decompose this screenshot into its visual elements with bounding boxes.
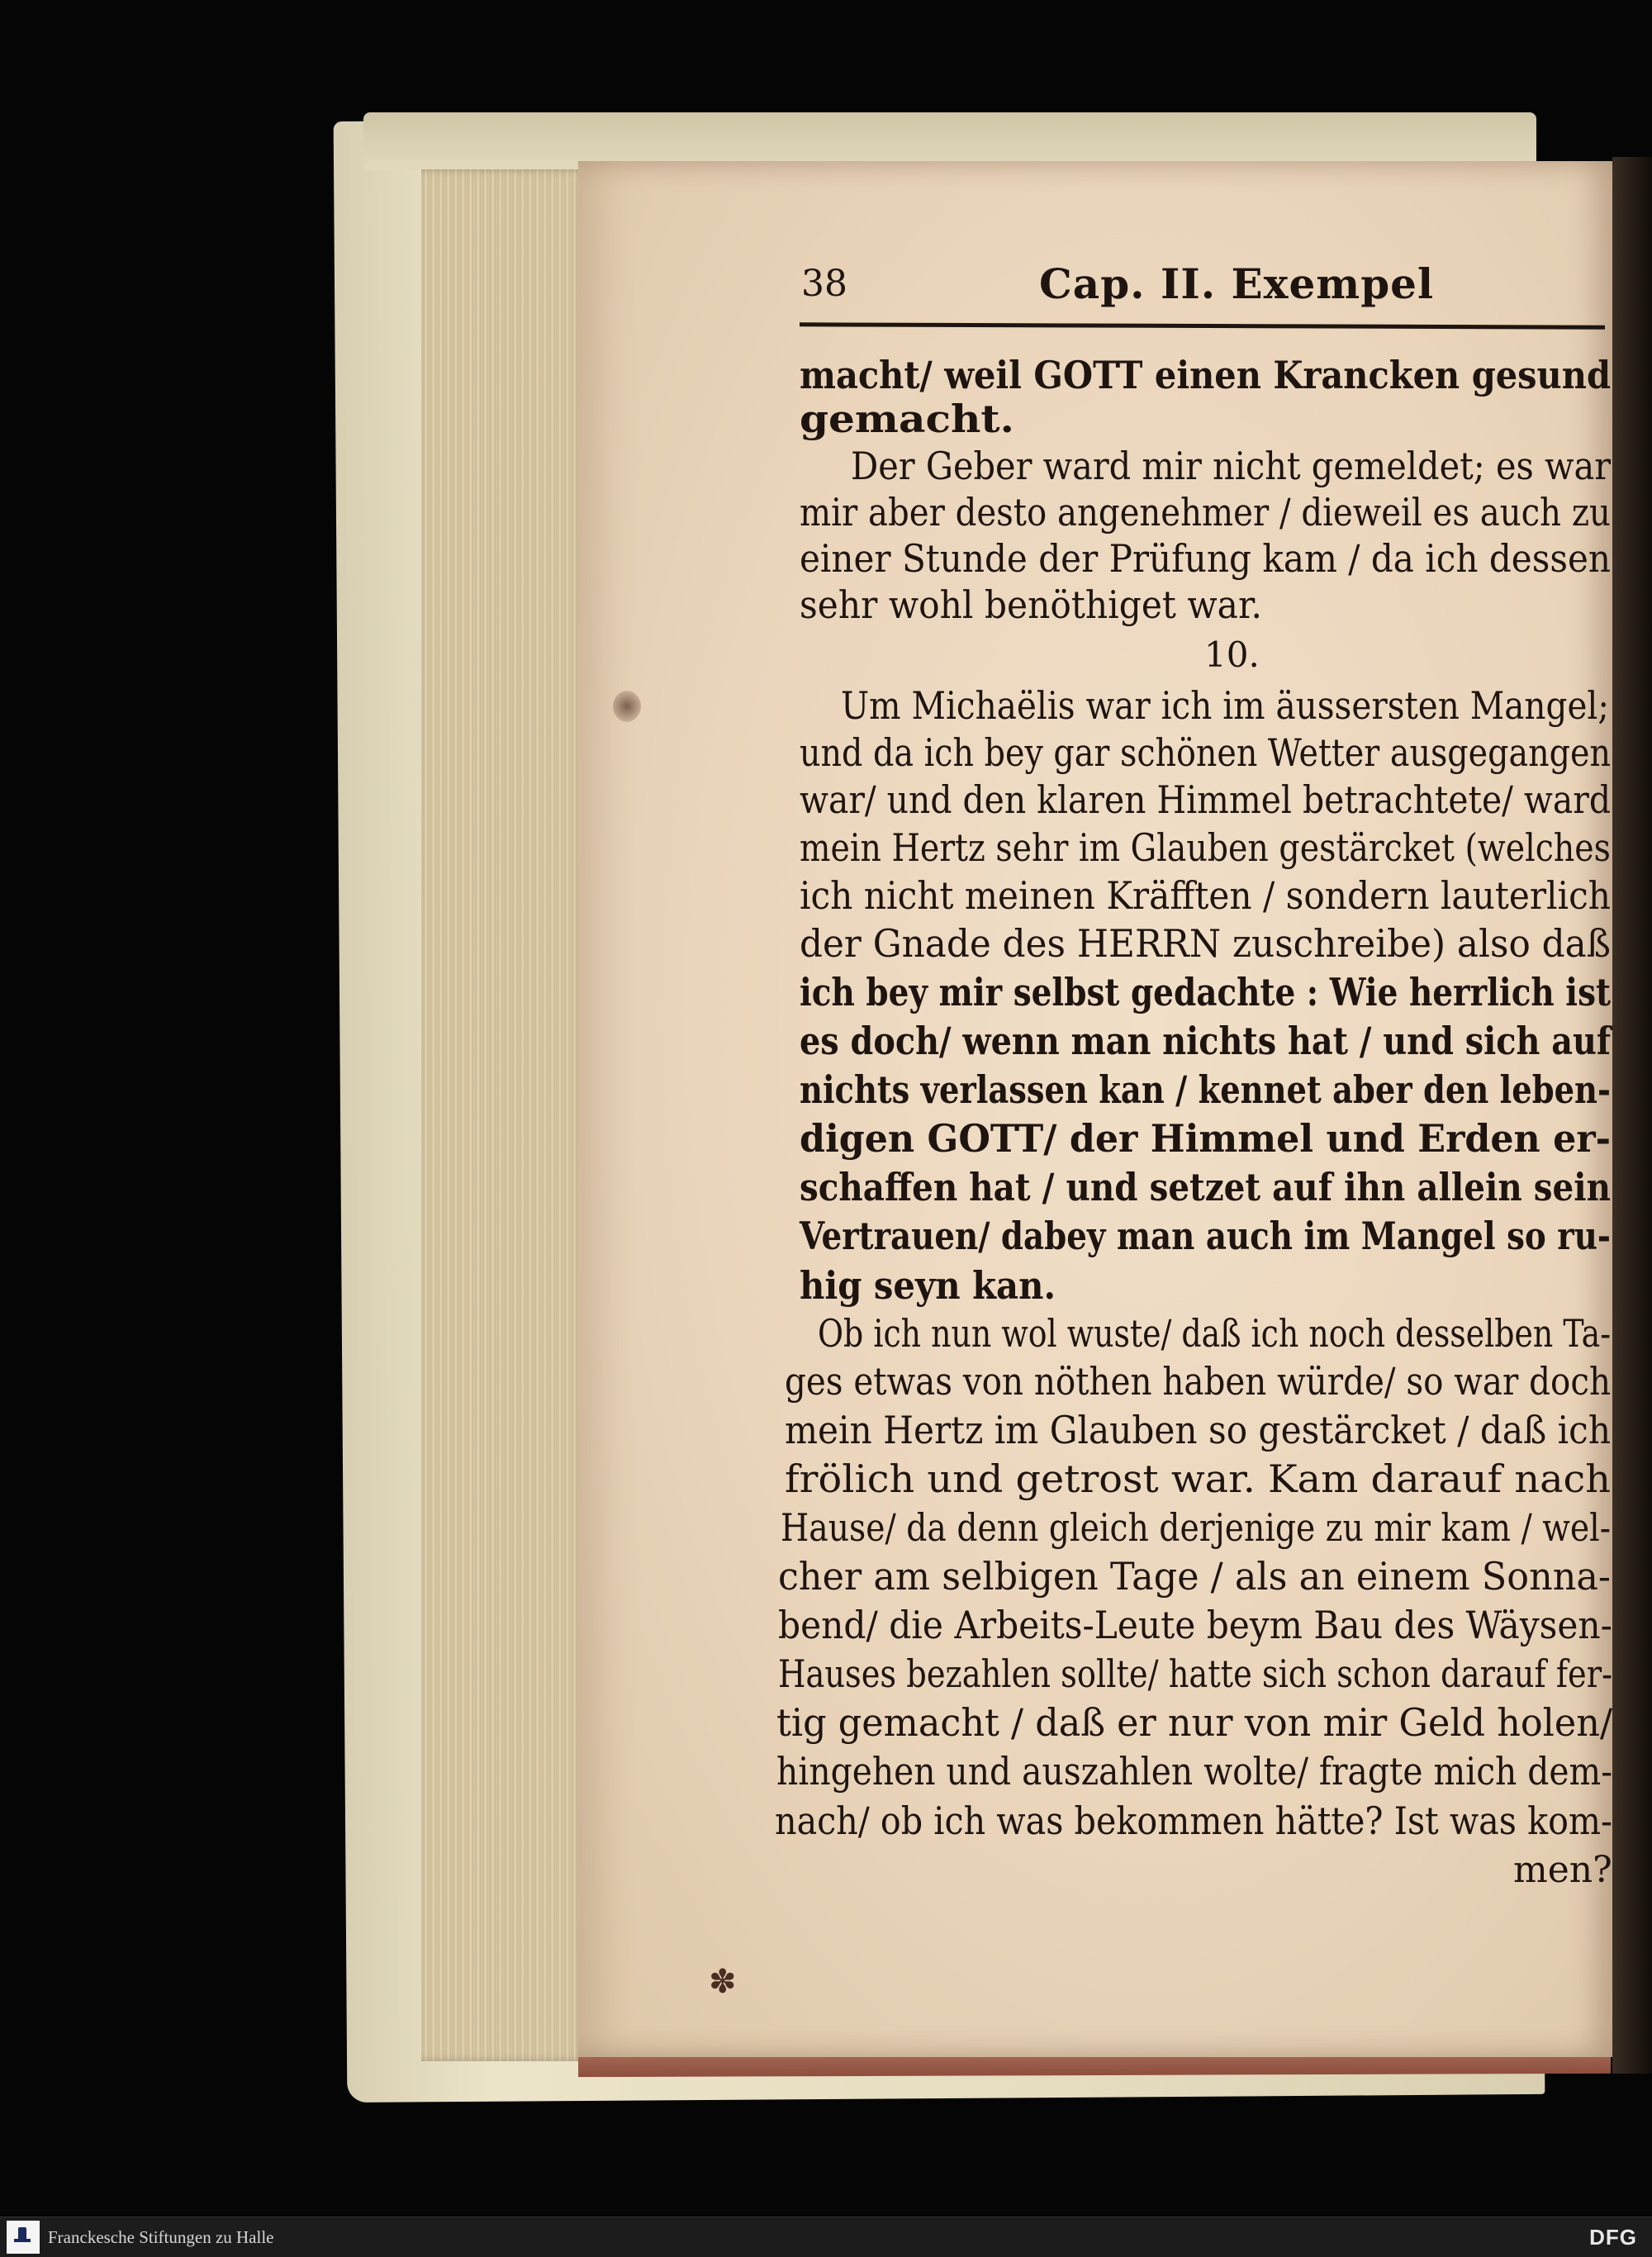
running-head: Cap. II. Exempel bbox=[1039, 259, 1434, 308]
page-number: 38 bbox=[801, 263, 847, 305]
text-line: nichts verlassen kan / kennet aber den leben- bbox=[800, 1067, 1611, 1112]
institution-logo[interactable] bbox=[7, 2221, 40, 2254]
text-line: ich nicht meinen Kräfften / sondern lauterlich bbox=[800, 873, 1611, 918]
text-line: gemacht. bbox=[800, 397, 1015, 441]
text-line: digen GOTT/ der Himmel und Erden er- bbox=[800, 1116, 1612, 1161]
viewer-footer bbox=[0, 2217, 1652, 2257]
dfg-logo[interactable]: DFG bbox=[1589, 2225, 1637, 2250]
text-line: ich bey mir selbst gedachte : Wie herrlich ist bbox=[800, 970, 1612, 1014]
text-line: mir aber desto angenehmer / dieweil es auch zu bbox=[800, 490, 1611, 535]
text-line: Vertrauen/ dabey man auch im Mangel so ru- bbox=[800, 1214, 1612, 1258]
text-line: nach/ ob ich was bekommen hätte? Ist was kom- bbox=[775, 1798, 1613, 1843]
text-line: mein Hertz sehr im Glauben gestärcket (welches bbox=[800, 825, 1611, 870]
text-line: frölich und getrost war. Kam darauf nach bbox=[785, 1456, 1611, 1501]
section-number: 10. bbox=[1204, 634, 1260, 675]
text-line: Hause/ da denn gleich derjenige zu mir kam / wel- bbox=[781, 1505, 1611, 1550]
text-line: tig gemacht / daß er nur von mir Geld holen/ bbox=[776, 1700, 1612, 1745]
text-line: bend/ die Arbeits-Leute beym Bau des Wäysen- bbox=[778, 1603, 1612, 1647]
gutter-shadow bbox=[1612, 157, 1652, 2074]
text-line: der Gnade des HERRN zuschreibe) also daß bbox=[800, 921, 1611, 966]
page-stain bbox=[613, 691, 641, 722]
text-line: es doch/ wenn man nichts hat / und sich auf bbox=[800, 1019, 1612, 1063]
text-line: Hauses bezahlen sollte/ hatte sich schon darauf fer- bbox=[778, 1651, 1613, 1696]
page-edges bbox=[421, 169, 586, 2061]
text-line: Ob ich nun wol wuste/ daß ich noch desselben Ta- bbox=[818, 1311, 1612, 1356]
ink-smudge: ✽ bbox=[709, 1963, 737, 2001]
text-line: mein Hertz im Glauben so gestärcket / daß ich bbox=[785, 1408, 1612, 1452]
text-line: hig seyn kan. bbox=[800, 1263, 1056, 1308]
text-line: war/ und den klaren Himmel betrachtete/ ward bbox=[800, 777, 1611, 822]
building-base-icon bbox=[14, 2239, 31, 2242]
institution-name[interactable]: Franckesche Stiftungen zu Halle bbox=[48, 2227, 274, 2247]
text-line: cher am selbigen Tage / als an einem Sonna- bbox=[778, 1554, 1611, 1599]
text-line: schaffen hat / und setzet auf ihn allein sein bbox=[800, 1165, 1612, 1209]
text-line: ges etwas von nöthen haben würde/ so war doch bbox=[785, 1359, 1612, 1404]
text-line: Um Michaëlis war ich im äussersten Mangel; bbox=[841, 683, 1610, 728]
text-line: Der Geber ward mir nicht gemeldet; es war bbox=[851, 444, 1612, 488]
text-line: hingehen und auszahlen wolte/ fragte mich dem- bbox=[776, 1749, 1613, 1794]
text-line: und da ich bey gar schönen Wetter ausgegangen bbox=[800, 730, 1612, 775]
catchword: men? bbox=[1513, 1849, 1612, 1891]
text-line: macht/ weil GOTT einen Krancken gesund bbox=[800, 353, 1612, 397]
building-icon bbox=[18, 2227, 26, 2239]
text-line: sehr wohl benöthiget war. bbox=[800, 582, 1263, 627]
text-line: einer Stunde der Prüfung kam / da ich dessen bbox=[800, 536, 1611, 581]
